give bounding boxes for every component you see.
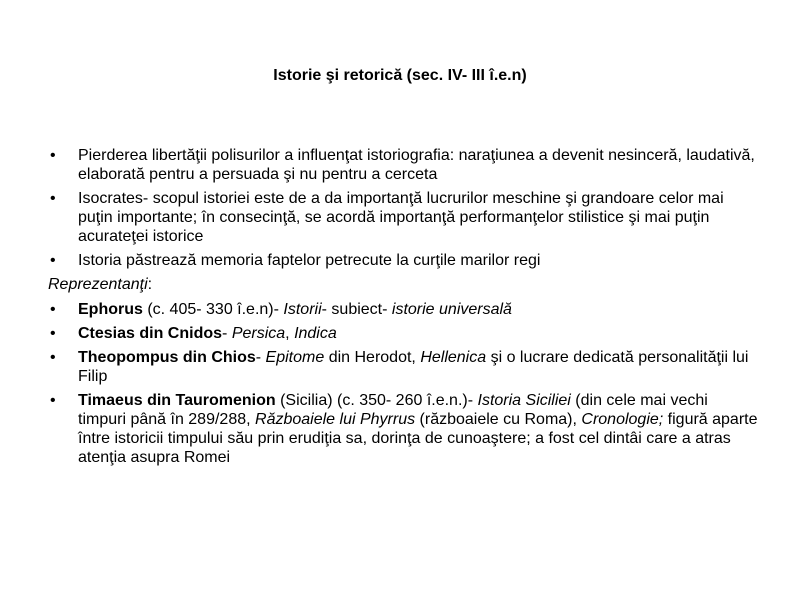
- text-segment: - subiect-: [321, 301, 392, 318]
- historian-item: [48, 391, 760, 467]
- item-text: Isocrates- scopul istoriei este de a da importanţă lucrurilor meschine şi grandoare celor mai puţin importante; în consecinţă, se acordă importanţă performanţelor stilistice şi mai puţin acurateţei istorice: [78, 190, 724, 245]
- text-segment: din Herodot,: [324, 349, 421, 366]
- historian-name: Theopompus din Chios: [78, 349, 256, 366]
- bullet-icon: •: [50, 190, 56, 207]
- slide-title: Istorie şi retorică (sec. IV- III î.e.n): [273, 67, 527, 84]
- representatives-colon: :: [147, 276, 153, 293]
- text-segment: -: [222, 325, 232, 342]
- historian-name: Ctesias din Cnidos: [78, 325, 223, 342]
- work-title: istorie universală: [391, 301, 512, 318]
- historian-item: [48, 300, 760, 319]
- text-segment: -: [255, 349, 266, 366]
- work-title: Epitome: [265, 349, 325, 366]
- work-title: Istoria Siciliei: [477, 392, 571, 409]
- representatives-heading: [48, 275, 760, 294]
- work-title: Hellenica: [420, 349, 487, 366]
- bullet-icon: •: [50, 325, 56, 342]
- historian-text: [78, 392, 758, 466]
- representatives-label: Reprezentanţi: [48, 276, 148, 293]
- slide-content: [48, 146, 760, 472]
- work-title: Istorii: [283, 301, 322, 318]
- text-segment: (c. 405- 330 î.e.n)-: [142, 301, 284, 318]
- bullet-icon: •: [50, 349, 56, 366]
- work-title: Cronologie;: [581, 411, 664, 428]
- list-item: [48, 251, 760, 270]
- work-title: Războaiele lui Phyrrus: [255, 411, 416, 428]
- historian-name: Ephorus: [78, 301, 143, 318]
- text-segment: (Sicilia) (c. 350- 260 î.e.n.)-: [275, 392, 478, 409]
- work-title: Indica: [294, 325, 337, 342]
- historian-text: [78, 301, 512, 318]
- item-text: Istoria păstrează memoria faptelor petrecute la curţile marilor regi: [78, 252, 541, 269]
- historian-item: [48, 348, 760, 386]
- historian-text: [78, 325, 337, 342]
- bullet-icon: •: [50, 392, 56, 409]
- bullet-icon: •: [50, 301, 56, 318]
- bullet-icon: •: [50, 252, 56, 269]
- historian-name: Timaeus din Tauromenion: [78, 392, 276, 409]
- historian-text: [78, 349, 748, 385]
- text-segment: (războaiele cu Roma),: [415, 411, 582, 428]
- text-segment: şi o lucrare dedicată personalităţii lui Filip: [78, 349, 749, 385]
- item-text: Pierderea libertăţii polisurilor a influenţat istoriografia: naraţiunea a devenit nesinceră, laudativă, elaborată pentru a persuada şi nu pentru a cerceta: [78, 147, 755, 183]
- list-item: [48, 146, 760, 184]
- bullet-icon: •: [50, 147, 56, 164]
- text-segment: (din cele mai vechi timpuri până în 289/288,: [78, 392, 708, 428]
- text-segment: ,: [285, 325, 295, 342]
- historian-item: [48, 324, 760, 343]
- list-item: [48, 189, 760, 246]
- text-segment: figură aparte între istoricii timpului său prin erudiţia sa, dorinţa de cunoaştere; a fost cel dintâi care a atras atenţia asupra Romei: [78, 411, 758, 466]
- work-title: Persica: [231, 325, 286, 342]
